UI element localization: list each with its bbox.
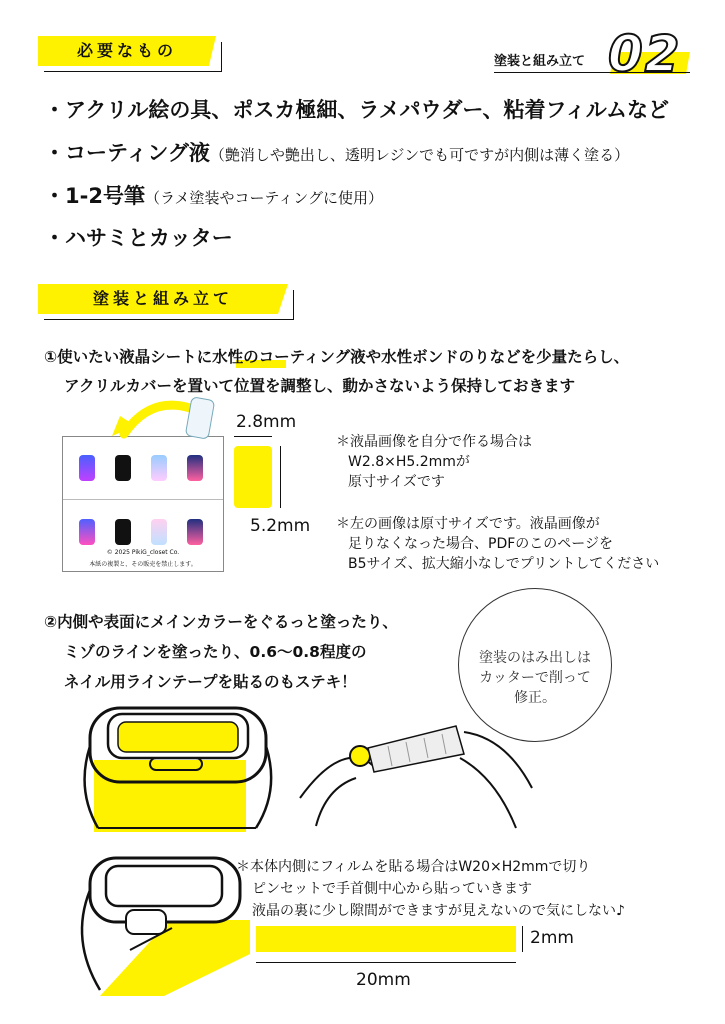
corner-number: 02: [608, 25, 682, 83]
materials-banner-text: 必要なもの: [76, 41, 177, 60]
lcd-image: [151, 519, 167, 545]
film-note: ＊本体内側にフィルムを貼る場合はW20×H2mmで切り ピンセットで手首側中心から貼っていきます 液晶の裏に少し隙間ができますが見えないので気にしない♪: [236, 859, 625, 919]
watch-body-illustration: [76, 700, 276, 838]
lcd-height-line: [280, 446, 281, 508]
step2-line3: ネイル用ラインテープを貼るのもステキ！: [64, 673, 357, 691]
tip-bubble-text: 塗装のはみ出しは カッターで削って 修正。: [479, 650, 591, 706]
corner-underline: [494, 72, 690, 73]
step2-line2: ミゾのラインを塗ったり、0.6〜0.8程度の: [64, 643, 367, 661]
step2-line1: ②内側や表面にメインカラーをぐるっと塗ったり、: [44, 613, 398, 631]
step1-line2: アクリルカバーを置いて位置を調整し、動かさないよう保持しておきます: [64, 377, 576, 395]
lcd-width-label: 2.8mm: [236, 412, 297, 432]
lcd-sheet: [62, 436, 224, 572]
lcd-note-1: ＊液晶画像を自分で作る場合は W2.8×H5.2mmが 原寸サイズです: [336, 434, 532, 490]
lcd-image: [115, 455, 131, 481]
material-item: ・コーティング液（艶消しや艶出し、透明レジンでも可ですが内側は薄く塗る）: [44, 141, 630, 165]
step1-line1: ①使いたい液晶シートに水性のコーティング液や水性ボンドのりなどを少量たらし、: [44, 348, 630, 366]
tape-application-illustration: [296, 708, 536, 836]
sheet-copyright: © 2025 PikiG_closet Co.: [106, 549, 180, 556]
lcd-size-swatch: [234, 446, 272, 508]
lcd-image: [115, 519, 131, 545]
material-item: ・ハサミとカッター: [44, 226, 233, 250]
lcd-image: [79, 519, 95, 545]
film-width-line: [256, 962, 516, 963]
film-height-line: [522, 926, 523, 952]
lcd-image: [79, 455, 95, 481]
lcd-image: [151, 455, 167, 481]
sheet-divider: [63, 499, 223, 500]
lcd-width-line: [234, 436, 272, 437]
watch-inner-illustration: [60, 850, 250, 996]
lcd-height-label: 5.2mm: [250, 516, 311, 536]
sheet-warning: 本紙の複製と、その販売を禁止します。: [89, 561, 197, 568]
lcd-image: [187, 519, 203, 545]
corner-label: 塗装と組み立て: [494, 54, 586, 69]
lcd-note-2: ＊左の画像は原寸サイズです。液晶画像が 足りなくなった場合、PDFのこのページを B5サイズ、拡大縮小なしでプリントしてください: [336, 516, 660, 572]
material-item: ・1-2号筆（ラメ塗装やコーティングに使用）: [44, 184, 384, 208]
film-strip-swatch: [256, 926, 516, 952]
film-width-label: 20mm: [356, 970, 411, 990]
assembly-banner-text: 塗装と組み立て: [92, 289, 233, 308]
lcd-image: [187, 455, 203, 481]
assembly-banner: [38, 284, 288, 314]
material-item: ・アクリル絵の具、ポスカ極細、ラメパウダー、粘着フィルムなど: [44, 98, 669, 122]
film-height-label: 2mm: [530, 928, 574, 948]
materials-banner: [38, 36, 216, 66]
